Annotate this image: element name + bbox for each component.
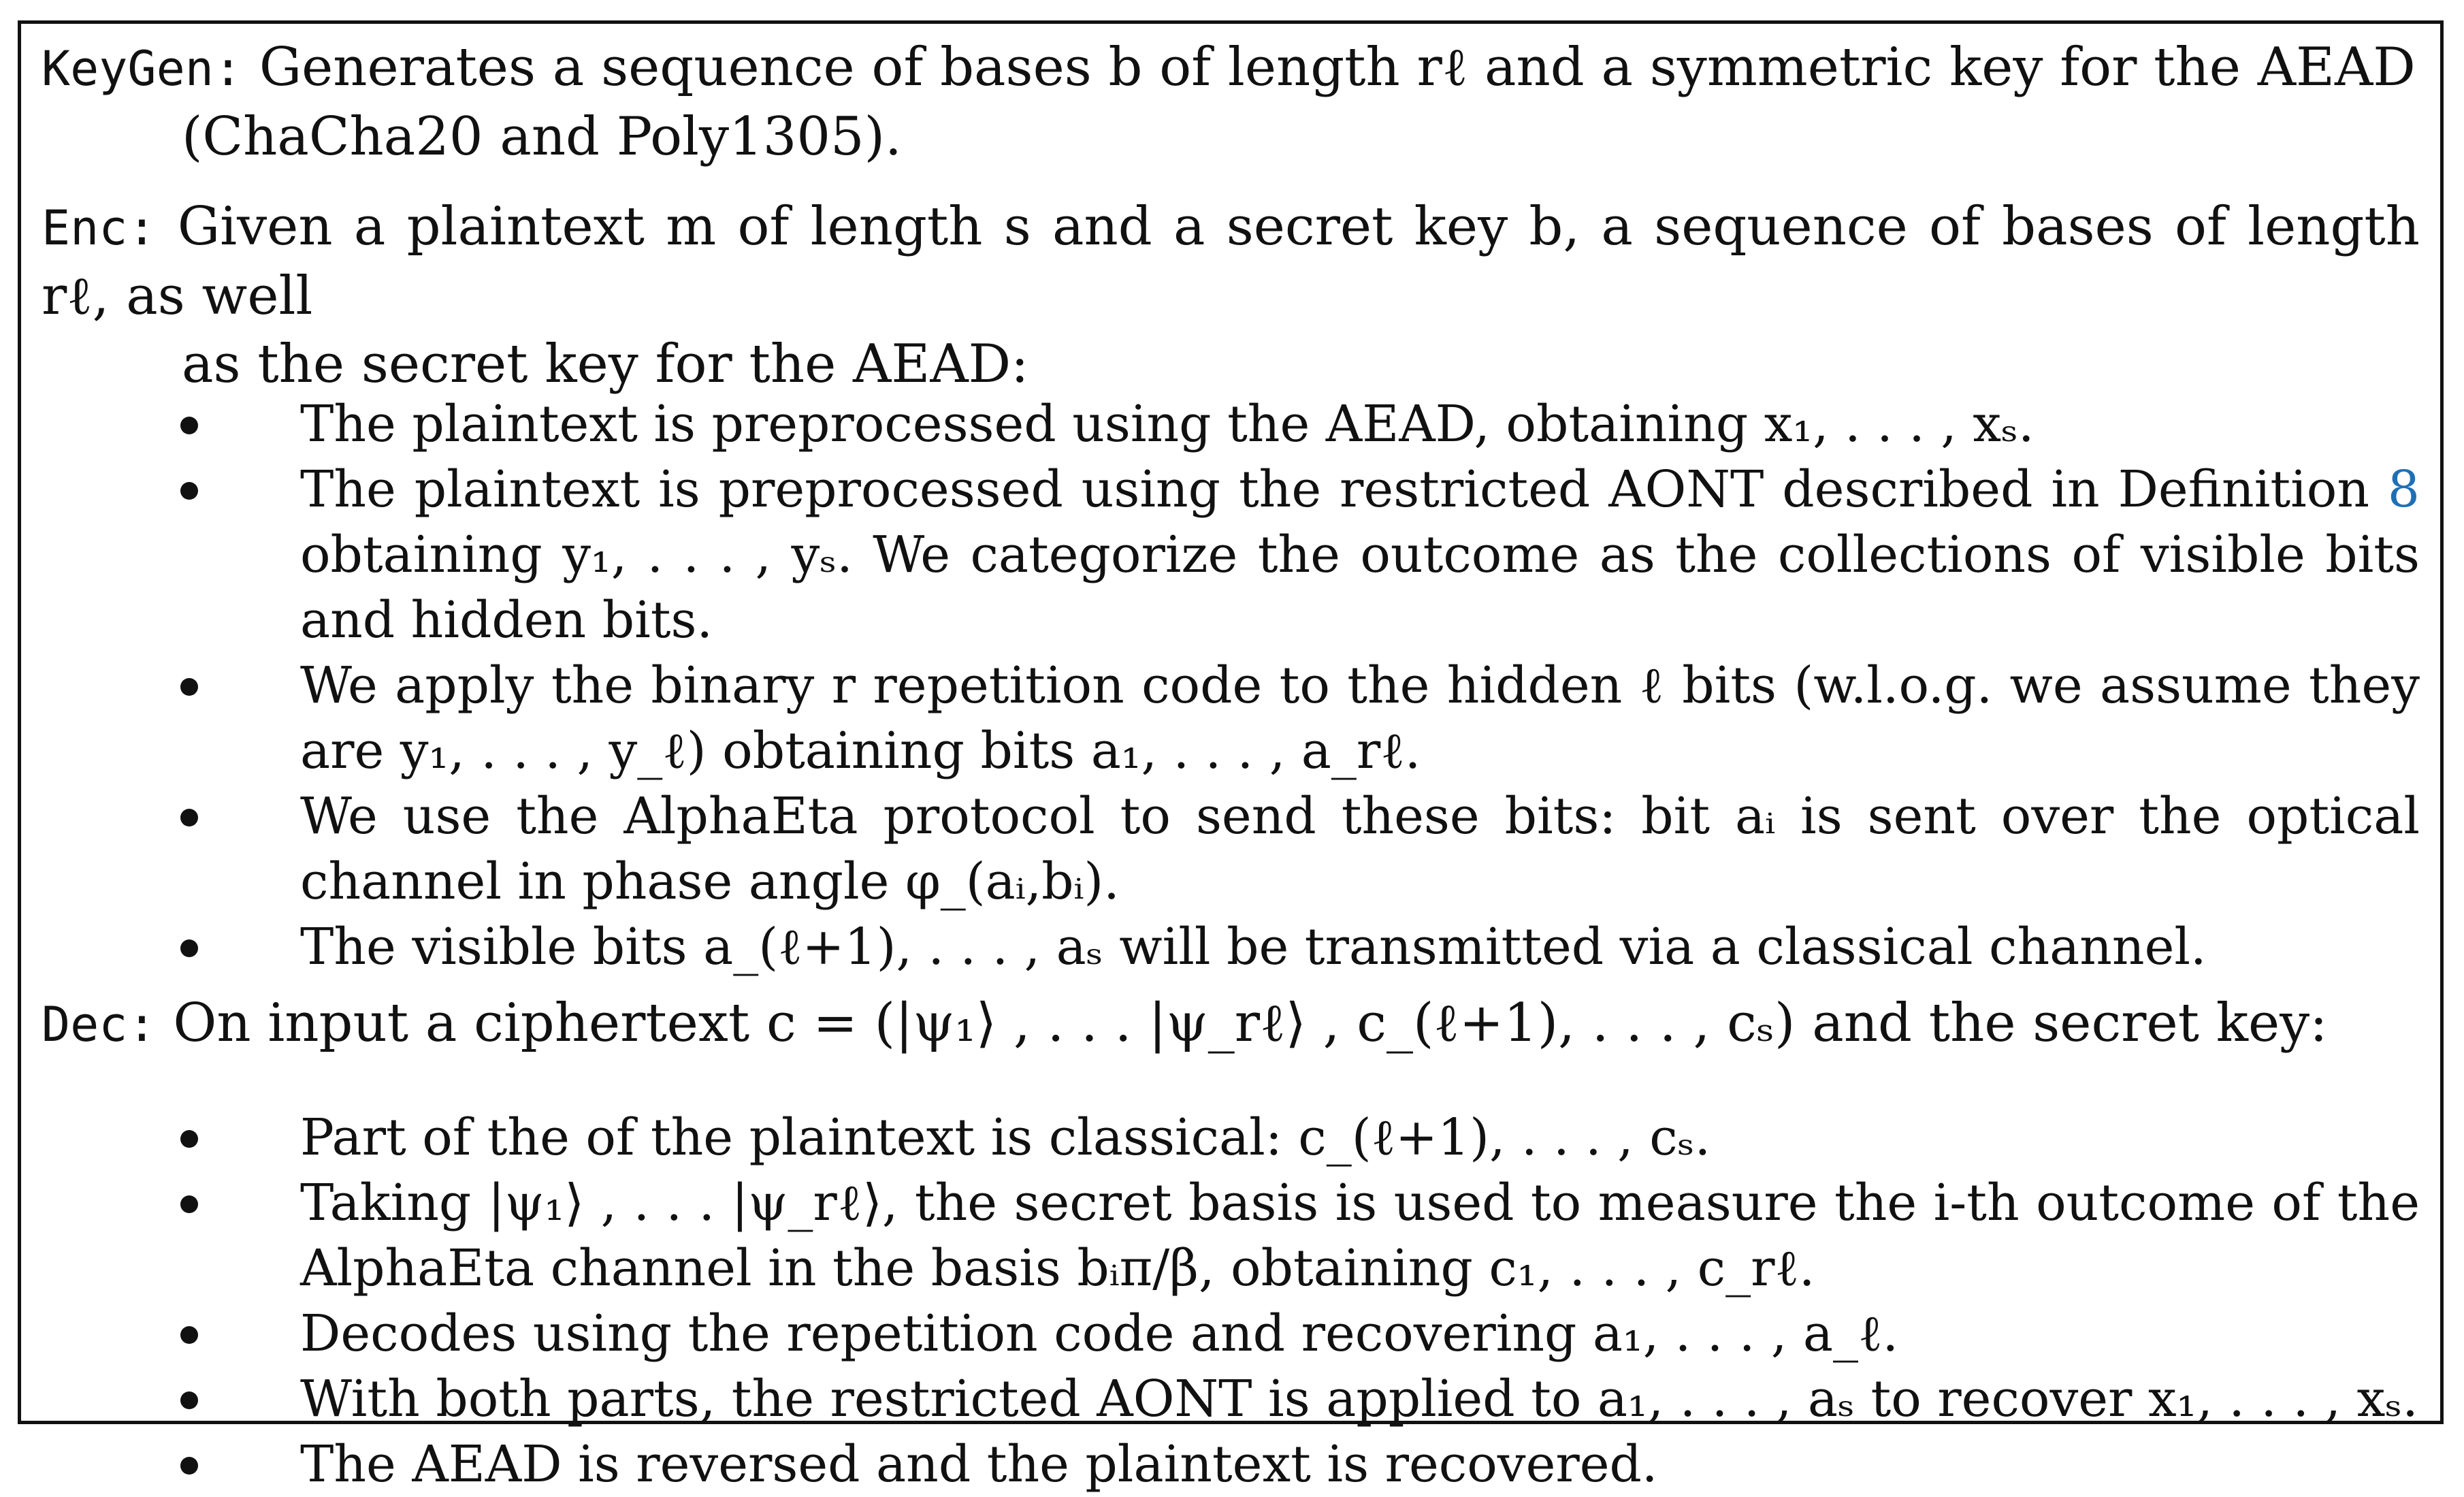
keygen-label: KeyGen:	[42, 41, 243, 97]
bullet-icon	[180, 1457, 198, 1475]
list-item	[178, 1301, 2420, 1366]
enc-paragraph	[42, 193, 2420, 398]
dec-steps-list	[178, 1105, 2420, 1497]
bullet-icon	[180, 1130, 198, 1148]
definition-link[interactable]: 8	[2387, 460, 2420, 519]
dec-step-4: With both parts, the restricted AONT is applied to a₁, . . . , aₛ to recover x₁, . . . , xₛ.	[300, 1370, 2418, 1428]
bullet-icon	[180, 1195, 198, 1213]
list-item	[178, 914, 2420, 980]
bullet-icon	[180, 482, 198, 500]
list-item	[178, 1170, 2420, 1301]
enc-text-line1: Given a plaintext m of length s and a secret key b, a sequence of bases of length rℓ, as well	[42, 196, 2420, 327]
list-item	[178, 1366, 2420, 1432]
enc-label: Enc:	[42, 200, 157, 256]
bullet-icon	[180, 417, 198, 434]
list-item	[178, 653, 2420, 784]
dec-step-2: Taking |ψ₁⟩ , . . . |ψ_rℓ⟩, the secret basis is used to measure the i-th outcome of the AlphaEta channel in the basis bᵢπ/β, obtaining c₁, . . . , c_rℓ.	[300, 1174, 2420, 1298]
dec-paragraph	[42, 989, 2420, 1059]
bullet-icon	[180, 1326, 198, 1344]
list-item	[178, 391, 2420, 457]
dec-step-3: Decodes using the repetition code and recovering a₁, . . . , a_ℓ.	[300, 1304, 1899, 1363]
bullet-icon	[180, 1391, 198, 1409]
enc-step-2: The plaintext is preprocessed using the restricted AONT described in Definition	[300, 460, 2369, 519]
list-item	[178, 1105, 2420, 1170]
enc-step-3: We apply the binary r repetition code to the hidden ℓ bits (w.l.o.g. we assume they are y₁, . . . , y_ℓ) obtaining bits a₁, . . . , a_rℓ.	[300, 656, 2420, 780]
dec-step-1: Part of the of the plaintext is classical: c_(ℓ+1), . . . , cₛ.	[300, 1108, 1711, 1167]
dec-step-5: The AEAD is reversed and the plaintext is recovered.	[300, 1435, 1658, 1494]
bullet-icon	[180, 809, 198, 826]
list-item	[178, 784, 2420, 914]
list-item	[178, 457, 2420, 653]
dec-text-line1: On input a ciphertext c = (|ψ₁⟩ , . . . |ψ_rℓ⟩ , c_(ℓ+1), . . . , cₛ) and the secret key:	[173, 993, 2328, 1054]
enc-step-1: The plaintext is preprocessed using the AEAD, obtaining x₁, . . . , xₛ.	[300, 395, 2035, 453]
bullet-icon	[180, 939, 198, 957]
list-item	[178, 1432, 2420, 1497]
keygen-text-line1: Generates a sequence of bases b of length rℓ and a symmetric key for the AEAD	[259, 37, 2416, 98]
dec-label: Dec:	[42, 997, 157, 1052]
enc-step-4: We use the AlphaEta protocol to send these bits: bit aᵢ is sent over the optical channel in phase angle φ_(aᵢ,bᵢ).	[300, 787, 2420, 911]
enc-step-2-rest: obtaining y₁, . . . , yₛ. We categorize the outcome as the collections of visible bits and hidden bits.	[300, 526, 2420, 649]
keygen-paragraph	[42, 33, 2420, 171]
bullet-icon	[180, 678, 198, 696]
keygen-text-line2: (ChaCha20 and Poly1305).	[182, 106, 902, 167]
algorithm-box	[18, 20, 2444, 1494]
enc-step-5: The visible bits a_(ℓ+1), . . . , aₛ will be transmitted via a classical channel.	[300, 918, 2207, 976]
enc-text-line2: as the secret key for the AEAD:	[182, 334, 1029, 395]
enc-steps-list	[178, 391, 2420, 980]
